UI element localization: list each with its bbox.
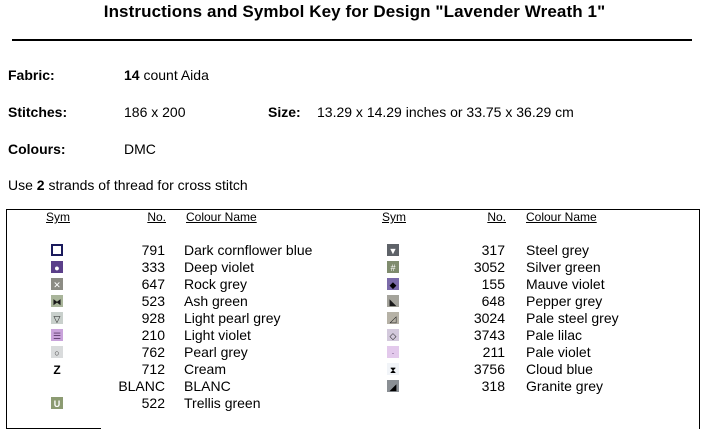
header-colour-name-left: Colour Name xyxy=(186,210,257,224)
dot-icon: · xyxy=(387,346,399,358)
colour-name: Mauve violet xyxy=(526,276,605,292)
colour-name: Pearl grey xyxy=(184,344,248,360)
colour-name: Pale steel grey xyxy=(526,310,619,326)
colour-name: Silver green xyxy=(526,259,601,275)
size-value: 13.29 x 14.29 inches or 33.75 x 36.29 cm xyxy=(317,104,574,120)
header-no-right: No. xyxy=(487,210,506,224)
dmc-number: 762 xyxy=(141,344,165,360)
key-row-right xyxy=(0,276,709,293)
dmc-number: 3756 xyxy=(473,361,505,377)
key-row-right xyxy=(0,361,709,378)
fabric-type: count Aida xyxy=(139,67,209,83)
lines-icon: ☰ xyxy=(52,331,62,341)
hourglass-icon: ⧗ xyxy=(387,363,399,375)
colour-name: Trellis green xyxy=(184,395,261,411)
bowtie-icon: ⧓ xyxy=(52,297,62,307)
letter-u-icon: U xyxy=(51,397,63,409)
colour-name: Rock grey xyxy=(184,276,248,292)
colour-name: Deep violet xyxy=(184,259,255,275)
dmc-number: 522 xyxy=(141,395,165,411)
key-row-right xyxy=(0,259,709,276)
key-row-right xyxy=(0,327,709,344)
colours-label: Colours: xyxy=(8,141,66,157)
note-prefix: Use xyxy=(8,177,37,193)
colour-name: Pepper grey xyxy=(526,293,603,309)
triangle-down-solid-icon: ▼ xyxy=(388,246,398,256)
dmc-number: 791 xyxy=(141,242,165,258)
ring-icon: ○ xyxy=(51,346,63,358)
corner-triangle-dark-icon: ◢ xyxy=(387,380,399,392)
strand-count: 2 xyxy=(36,177,45,193)
key-row-right xyxy=(0,293,709,310)
fabric-label: Fabric: xyxy=(8,67,55,83)
title-divider xyxy=(12,39,692,41)
set-square-icon: ◿ xyxy=(387,312,399,324)
triangle-down-icon: ▽ xyxy=(51,312,63,324)
colour-name: Light violet xyxy=(184,327,251,343)
dmc-number: 210 xyxy=(141,327,165,343)
colour-name: Granite grey xyxy=(526,378,604,394)
dmc-number: 3052 xyxy=(473,259,505,275)
circle-icon: ● xyxy=(51,261,63,273)
header-sym-left: Sym xyxy=(46,210,70,224)
colour-name: Dark cornflower blue xyxy=(184,242,313,258)
table-bottom-edge xyxy=(6,428,101,429)
key-row-left xyxy=(0,395,709,412)
colour-name: BLANC xyxy=(184,378,231,394)
note-suffix: strands of thread for cross stitch xyxy=(44,177,248,193)
colours-value: DMC xyxy=(124,141,156,157)
page-title: Instructions and Symbol Key for Design "Lavender Wreath 1" xyxy=(103,2,606,21)
strands-note xyxy=(8,177,248,193)
key-row-right xyxy=(0,344,709,361)
dmc-number: 155 xyxy=(481,276,505,292)
dmc-number: 523 xyxy=(141,293,165,309)
dmc-number: 333 xyxy=(141,259,165,275)
dmc-number: 928 xyxy=(141,310,165,326)
colour-name: Cream xyxy=(184,361,227,377)
dmc-number: 3743 xyxy=(473,327,505,343)
header-no-left: No. xyxy=(147,210,166,224)
colour-name: Steel grey xyxy=(526,242,590,258)
fabric-count: 14 xyxy=(124,67,140,83)
dmc-number: BLANC xyxy=(118,378,165,394)
colour-name: Pale lilac xyxy=(526,327,583,343)
header-colour-name-right: Colour Name xyxy=(526,210,597,224)
colour-name: Cloud blue xyxy=(526,361,593,377)
header-sym-right: Sym xyxy=(382,210,406,224)
dmc-number: 211 xyxy=(482,344,505,360)
cross-icon: ✕ xyxy=(51,278,63,290)
stitches-label: Stitches: xyxy=(8,104,68,120)
dmc-number: 3024 xyxy=(473,310,505,326)
key-row-right xyxy=(0,242,709,259)
key-row-right xyxy=(0,310,709,327)
diamond-icon: ◆ xyxy=(387,278,399,290)
fabric-value xyxy=(124,67,209,83)
dmc-number: 318 xyxy=(481,378,505,394)
colour-name: Ash green xyxy=(184,293,248,309)
colour-name: Light pearl grey xyxy=(184,310,281,326)
corner-triangle-icon: ◣ xyxy=(387,295,399,307)
dmc-number: 712 xyxy=(141,361,165,377)
hash-icon: # xyxy=(387,261,399,273)
colour-name: Pale violet xyxy=(526,344,591,360)
stitches-value: 186 x 200 xyxy=(124,104,186,120)
letter-z-icon: Z xyxy=(51,363,63,375)
dmc-number: 647 xyxy=(141,276,165,292)
diamond-outline-icon: ◇ xyxy=(387,329,399,341)
size-label: Size: xyxy=(268,104,301,120)
dmc-number: 317 xyxy=(481,242,505,258)
key-row-right xyxy=(0,378,709,395)
dmc-number: 648 xyxy=(481,293,505,309)
